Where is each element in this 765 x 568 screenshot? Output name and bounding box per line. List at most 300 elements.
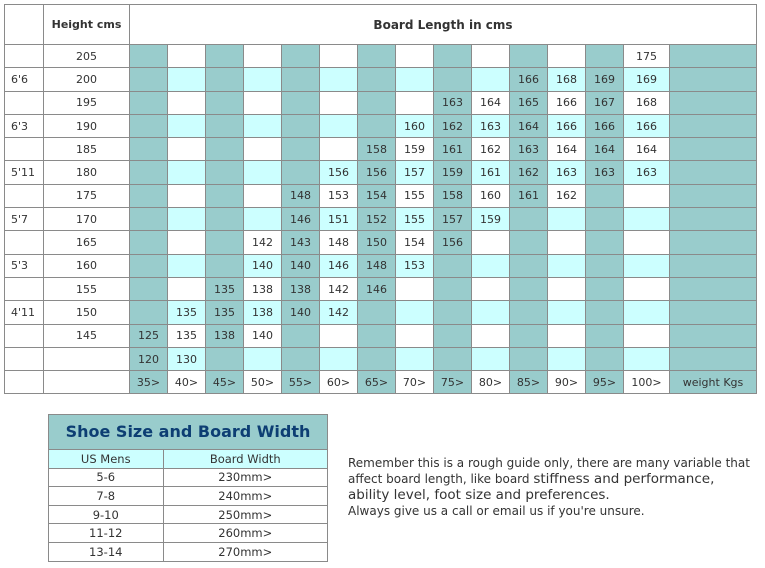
weight-label-spacer — [670, 254, 757, 277]
height-header: Height cms — [44, 5, 130, 45]
board-length-cell — [396, 277, 434, 300]
shoe-row — [49, 524, 327, 543]
weight-cell: 40> — [168, 371, 206, 394]
board-length-cell — [168, 231, 206, 254]
weight-cell: 50> — [244, 371, 282, 394]
board-length-cell — [434, 301, 472, 324]
board-length-cell: 163 — [548, 161, 586, 184]
board-length-cell — [206, 231, 244, 254]
board-length-cell — [282, 91, 320, 114]
board-length-cell — [244, 138, 282, 161]
board-length-cell — [510, 254, 548, 277]
weight-label-spacer — [670, 208, 757, 231]
us-size-cell: 13-14 — [49, 542, 163, 560]
shoe-row — [49, 505, 327, 524]
height-feet-cell — [5, 324, 44, 347]
board-length-cell — [510, 324, 548, 347]
board-length-cell — [320, 45, 358, 68]
board-length-cell — [624, 347, 670, 370]
board-length-cell — [510, 231, 548, 254]
height-cm-cell: 170 — [44, 208, 130, 231]
height-cm-cell: 180 — [44, 161, 130, 184]
chart-row — [5, 347, 757, 370]
board-length-cell — [244, 208, 282, 231]
height-cm-cell — [44, 347, 130, 370]
board-length-cell — [434, 277, 472, 300]
board-length-cell — [130, 161, 168, 184]
height-feet-cell — [5, 91, 44, 114]
board-length-cell: 166 — [586, 114, 624, 137]
board-length-cell — [282, 114, 320, 137]
board-length-cell — [244, 45, 282, 68]
chart-row — [5, 231, 757, 254]
board-length-cell — [130, 91, 168, 114]
board-length-cell — [586, 347, 624, 370]
board-length-cell — [130, 68, 168, 91]
board-length-cell — [510, 208, 548, 231]
board-length-cell — [168, 161, 206, 184]
board-length-cell: 154 — [358, 184, 396, 207]
board-length-cell: 161 — [472, 161, 510, 184]
board-length-cell — [472, 301, 510, 324]
board-length-cell — [358, 114, 396, 137]
height-cm-cell: 165 — [44, 231, 130, 254]
board-length-cell — [548, 45, 586, 68]
shoe-table-title: Shoe Size and Board Width — [49, 415, 327, 450]
height-feet-cell — [5, 45, 44, 68]
weight-cell: 60> — [320, 371, 358, 394]
board-length-cell — [396, 68, 434, 91]
board-length-cell — [586, 208, 624, 231]
weight-cell: 65> — [358, 371, 396, 394]
board-length-cell: 168 — [624, 91, 670, 114]
board-length-cell: 142 — [244, 231, 282, 254]
height-feet-cell: 6'3 — [5, 114, 44, 137]
board-length-cell — [282, 45, 320, 68]
board-length-cell: 161 — [510, 184, 548, 207]
board-length-cell — [130, 138, 168, 161]
weight-cell: 55> — [282, 371, 320, 394]
weight-row-blank — [5, 371, 44, 394]
board-length-cell: 151 — [320, 208, 358, 231]
board-length-cell — [548, 208, 586, 231]
board-length-cell: 165 — [510, 91, 548, 114]
board-length-cell: 162 — [472, 138, 510, 161]
board-length-cell — [206, 208, 244, 231]
board-length-cell: 166 — [548, 91, 586, 114]
chart-row — [5, 91, 757, 114]
header-blank — [5, 5, 44, 45]
weight-row — [5, 371, 757, 394]
board-length-cell — [510, 301, 548, 324]
us-size-cell: 11-12 — [49, 524, 163, 543]
board-length-cell — [548, 324, 586, 347]
board-length-cell: 159 — [434, 161, 472, 184]
board-length-cell: 148 — [282, 184, 320, 207]
weight-kgs-label: weight Kgs — [670, 371, 757, 394]
board-length-cell — [586, 301, 624, 324]
chart-row — [5, 208, 757, 231]
height-feet-cell: 6'6 — [5, 68, 44, 91]
board-length-cell: 148 — [358, 254, 396, 277]
board-length-cell: 163 — [434, 91, 472, 114]
board-length-cell — [206, 138, 244, 161]
height-feet-cell: 4'11 — [5, 301, 44, 324]
board-length-cell — [282, 138, 320, 161]
board-length-cell: 140 — [282, 301, 320, 324]
board-length-cell — [396, 91, 434, 114]
board-width-header: Board Width — [163, 450, 327, 468]
board-length-cell: 146 — [282, 208, 320, 231]
weight-label-spacer — [670, 301, 757, 324]
board-length-cell: 164 — [586, 138, 624, 161]
board-length-cell: 160 — [396, 114, 434, 137]
board-length-cell — [586, 45, 624, 68]
height-feet-cell — [5, 277, 44, 300]
weight-row-blank — [44, 371, 130, 394]
board-length-cell — [282, 347, 320, 370]
height-cm-cell: 205 — [44, 45, 130, 68]
board-length-cell — [206, 161, 244, 184]
board-length-cell — [130, 254, 168, 277]
weight-cell: 45> — [206, 371, 244, 394]
board-length-cell: 161 — [434, 138, 472, 161]
board-length-cell — [206, 347, 244, 370]
weight-cell: 95> — [586, 371, 624, 394]
chart-row — [5, 324, 757, 347]
chart-header-row — [5, 5, 757, 45]
chart-row — [5, 45, 757, 68]
board-length-cell: 153 — [320, 184, 358, 207]
board-length-cell — [472, 231, 510, 254]
note-line-1: Remember this is a rough guide only, there are many variable that — [348, 456, 750, 470]
board-length-cell — [510, 45, 548, 68]
board-length-cell: 156 — [434, 231, 472, 254]
height-cm-cell: 155 — [44, 277, 130, 300]
board-length-cell: 143 — [282, 231, 320, 254]
chart-row — [5, 138, 757, 161]
weight-label-spacer — [670, 324, 757, 347]
board-length-cell: 156 — [358, 161, 396, 184]
board-length-cell — [320, 324, 358, 347]
weight-label-spacer — [670, 91, 757, 114]
weight-label-spacer — [670, 277, 757, 300]
board-length-cell — [624, 184, 670, 207]
weight-cell: 90> — [548, 371, 586, 394]
board-length-cell — [320, 114, 358, 137]
weight-cell: 100> — [624, 371, 670, 394]
weight-label-spacer — [670, 114, 757, 137]
board-length-cell — [282, 68, 320, 91]
board-length-cell: 135 — [168, 301, 206, 324]
note-line-2 — [348, 471, 758, 487]
board-length-cell — [472, 68, 510, 91]
board-length-cell — [624, 231, 670, 254]
board-length-cell — [434, 68, 472, 91]
guide-note — [348, 455, 758, 519]
board-length-cell: 142 — [320, 301, 358, 324]
board-length-cell: 167 — [586, 91, 624, 114]
chart-row — [5, 184, 757, 207]
board-length-cell: 138 — [244, 301, 282, 324]
board-length-cell — [548, 254, 586, 277]
board-length-cell — [206, 114, 244, 137]
height-cm-cell: 160 — [44, 254, 130, 277]
height-feet-cell — [5, 231, 44, 254]
board-length-cell: 166 — [510, 68, 548, 91]
board-length-cell: 169 — [624, 68, 670, 91]
weight-label-spacer — [670, 45, 757, 68]
shoe-row — [49, 487, 327, 506]
board-length-cell: 169 — [586, 68, 624, 91]
board-length-cell — [472, 324, 510, 347]
height-cm-cell: 200 — [44, 68, 130, 91]
board-length-cell — [624, 254, 670, 277]
board-length-cell: 162 — [434, 114, 472, 137]
shoe-row — [49, 542, 327, 560]
board-length-cell — [510, 347, 548, 370]
board-length-cell: 138 — [244, 277, 282, 300]
weight-cell: 35> — [130, 371, 168, 394]
weight-label-spacer — [670, 231, 757, 254]
board-length-cell: 155 — [396, 184, 434, 207]
board-length-cell: 163 — [586, 161, 624, 184]
board-length-cell: 163 — [472, 114, 510, 137]
weight-label-spacer — [670, 184, 757, 207]
board-length-cell: 157 — [396, 161, 434, 184]
shoe-header-row — [49, 450, 327, 468]
board-length-cell — [548, 301, 586, 324]
board-length-cell: 125 — [130, 324, 168, 347]
board-length-cell — [548, 277, 586, 300]
board-length-cell — [206, 91, 244, 114]
board-length-cell — [168, 91, 206, 114]
board-length-cell — [396, 324, 434, 347]
board-length-cell — [244, 91, 282, 114]
height-cm-cell: 185 — [44, 138, 130, 161]
board-length-cell: 166 — [548, 114, 586, 137]
board-length-cell — [130, 114, 168, 137]
board-length-cell: 148 — [320, 231, 358, 254]
chart-row — [5, 254, 757, 277]
board-length-cell — [244, 114, 282, 137]
board-length-cell — [130, 301, 168, 324]
board-length-cell: 152 — [358, 208, 396, 231]
board-length-cell — [472, 45, 510, 68]
board-length-cell — [320, 347, 358, 370]
board-length-cell — [396, 347, 434, 370]
board-length-cell: 164 — [510, 114, 548, 137]
weight-label-spacer — [670, 161, 757, 184]
board-length-cell — [130, 208, 168, 231]
height-cm-cell: 195 — [44, 91, 130, 114]
chart-row — [5, 114, 757, 137]
board-length-cell: 155 — [396, 208, 434, 231]
board-length-cell — [472, 347, 510, 370]
board-length-cell: 135 — [168, 324, 206, 347]
board-length-cell — [168, 45, 206, 68]
board-length-cell — [586, 324, 624, 347]
board-length-cell: 158 — [434, 184, 472, 207]
board-width-cell: 240mm> — [163, 487, 327, 506]
board-length-cell: 135 — [206, 277, 244, 300]
note-line-4: Always give us a call or email us if you're unsure. — [348, 504, 645, 518]
board-length-cell — [130, 277, 168, 300]
board-length-cell: 159 — [472, 208, 510, 231]
board-width-cell: 250mm> — [163, 505, 327, 524]
board-length-cell: 130 — [168, 347, 206, 370]
height-cm-cell: 145 — [44, 324, 130, 347]
board-length-cell — [168, 114, 206, 137]
board-length-cell: 153 — [396, 254, 434, 277]
board-length-cell — [624, 277, 670, 300]
us-size-cell: 9-10 — [49, 505, 163, 524]
board-length-cell — [434, 324, 472, 347]
board-length-cell — [244, 161, 282, 184]
us-size-cell: 7-8 — [49, 487, 163, 506]
board-length-cell — [130, 45, 168, 68]
height-cm-cell: 175 — [44, 184, 130, 207]
board-length-cell: 140 — [282, 254, 320, 277]
height-feet-cell — [5, 184, 44, 207]
weight-cell: 85> — [510, 371, 548, 394]
board-length-cell — [472, 277, 510, 300]
chart-row — [5, 301, 757, 324]
weight-label-spacer — [670, 68, 757, 91]
board-width-cell: 230mm> — [163, 468, 327, 487]
board-length-cell — [130, 184, 168, 207]
board-length-cell: 164 — [624, 138, 670, 161]
board-length-cell — [510, 277, 548, 300]
board-length-cell — [586, 254, 624, 277]
height-feet-cell: 5'11 — [5, 161, 44, 184]
board-length-cell — [168, 254, 206, 277]
weight-label-spacer — [670, 138, 757, 161]
board-length-cell — [358, 301, 396, 324]
board-length-cell — [244, 347, 282, 370]
chart-row — [5, 68, 757, 91]
board-length-cell — [244, 184, 282, 207]
height-feet-cell — [5, 347, 44, 370]
board-length-cell: 154 — [396, 231, 434, 254]
board-length-cell — [320, 68, 358, 91]
chart-row — [5, 277, 757, 300]
height-feet-cell: 5'7 — [5, 208, 44, 231]
chart-row — [5, 161, 757, 184]
board-width-cell: 270mm> — [163, 542, 327, 560]
board-length-cell — [244, 68, 282, 91]
board-length-cell — [586, 231, 624, 254]
board-length-cell — [168, 138, 206, 161]
board-length-cell — [168, 184, 206, 207]
board-length-cell: 150 — [358, 231, 396, 254]
board-length-cell — [358, 68, 396, 91]
board-length-cell — [206, 68, 244, 91]
board-length-cell — [434, 254, 472, 277]
board-length-cell: 166 — [624, 114, 670, 137]
board-length-cell — [358, 324, 396, 347]
height-feet-cell — [5, 138, 44, 161]
board-length-cell — [206, 254, 244, 277]
board-length-cell: 140 — [244, 254, 282, 277]
board-length-cell — [320, 138, 358, 161]
board-length-cell: 142 — [320, 277, 358, 300]
board-length-cell: 164 — [548, 138, 586, 161]
board-length-chart — [4, 4, 757, 394]
board-length-cell — [548, 347, 586, 370]
board-length-cell: 146 — [358, 277, 396, 300]
board-length-cell: 156 — [320, 161, 358, 184]
board-length-cell — [434, 45, 472, 68]
board-length-cell — [320, 91, 358, 114]
board-length-cell — [624, 208, 670, 231]
board-length-cell — [396, 45, 434, 68]
height-cm-cell: 150 — [44, 301, 130, 324]
board-length-cell — [206, 45, 244, 68]
height-cm-cell: 190 — [44, 114, 130, 137]
board-length-cell: 164 — [472, 91, 510, 114]
board-length-cell — [168, 277, 206, 300]
note-line-2b: stiffness and performance, — [533, 471, 715, 487]
board-length-cell: 158 — [358, 138, 396, 161]
board-length-cell — [358, 91, 396, 114]
board-length-cell — [586, 277, 624, 300]
board-length-cell — [624, 324, 670, 347]
board-length-cell: 138 — [282, 277, 320, 300]
shoe-size-table — [48, 414, 328, 562]
board-length-header: Board Length in cms — [130, 5, 757, 45]
board-length-cell — [168, 68, 206, 91]
shoe-row — [49, 468, 327, 487]
board-length-cell — [472, 254, 510, 277]
board-length-cell — [624, 301, 670, 324]
board-length-cell: 175 — [624, 45, 670, 68]
weight-cell: 75> — [434, 371, 472, 394]
board-length-cell — [586, 184, 624, 207]
board-length-cell — [168, 208, 206, 231]
board-length-cell: 160 — [472, 184, 510, 207]
board-length-cell: 163 — [510, 138, 548, 161]
board-length-cell — [358, 347, 396, 370]
board-length-cell: 120 — [130, 347, 168, 370]
board-length-cell — [548, 231, 586, 254]
board-length-cell — [396, 301, 434, 324]
board-length-cell: 159 — [396, 138, 434, 161]
board-length-cell: 157 — [434, 208, 472, 231]
board-length-cell: 163 — [624, 161, 670, 184]
board-length-cell: 162 — [510, 161, 548, 184]
board-length-cell — [130, 231, 168, 254]
board-length-cell — [206, 184, 244, 207]
board-length-cell: 168 — [548, 68, 586, 91]
note-line-2a: affect board length, like board — [348, 472, 534, 486]
board-width-cell: 260mm> — [163, 524, 327, 543]
weight-label-spacer — [670, 347, 757, 370]
weight-cell: 80> — [472, 371, 510, 394]
board-length-cell: 138 — [206, 324, 244, 347]
board-length-cell — [282, 324, 320, 347]
board-length-cell: 146 — [320, 254, 358, 277]
board-length-cell — [282, 161, 320, 184]
board-length-cell — [434, 347, 472, 370]
board-length-cell: 140 — [244, 324, 282, 347]
weight-cell: 70> — [396, 371, 434, 394]
us-mens-header: US Mens — [49, 450, 163, 468]
board-length-cell: 162 — [548, 184, 586, 207]
board-length-cell — [358, 45, 396, 68]
board-length-cell: 135 — [206, 301, 244, 324]
note-line-3: ability level, foot size and preferences. — [348, 487, 610, 503]
